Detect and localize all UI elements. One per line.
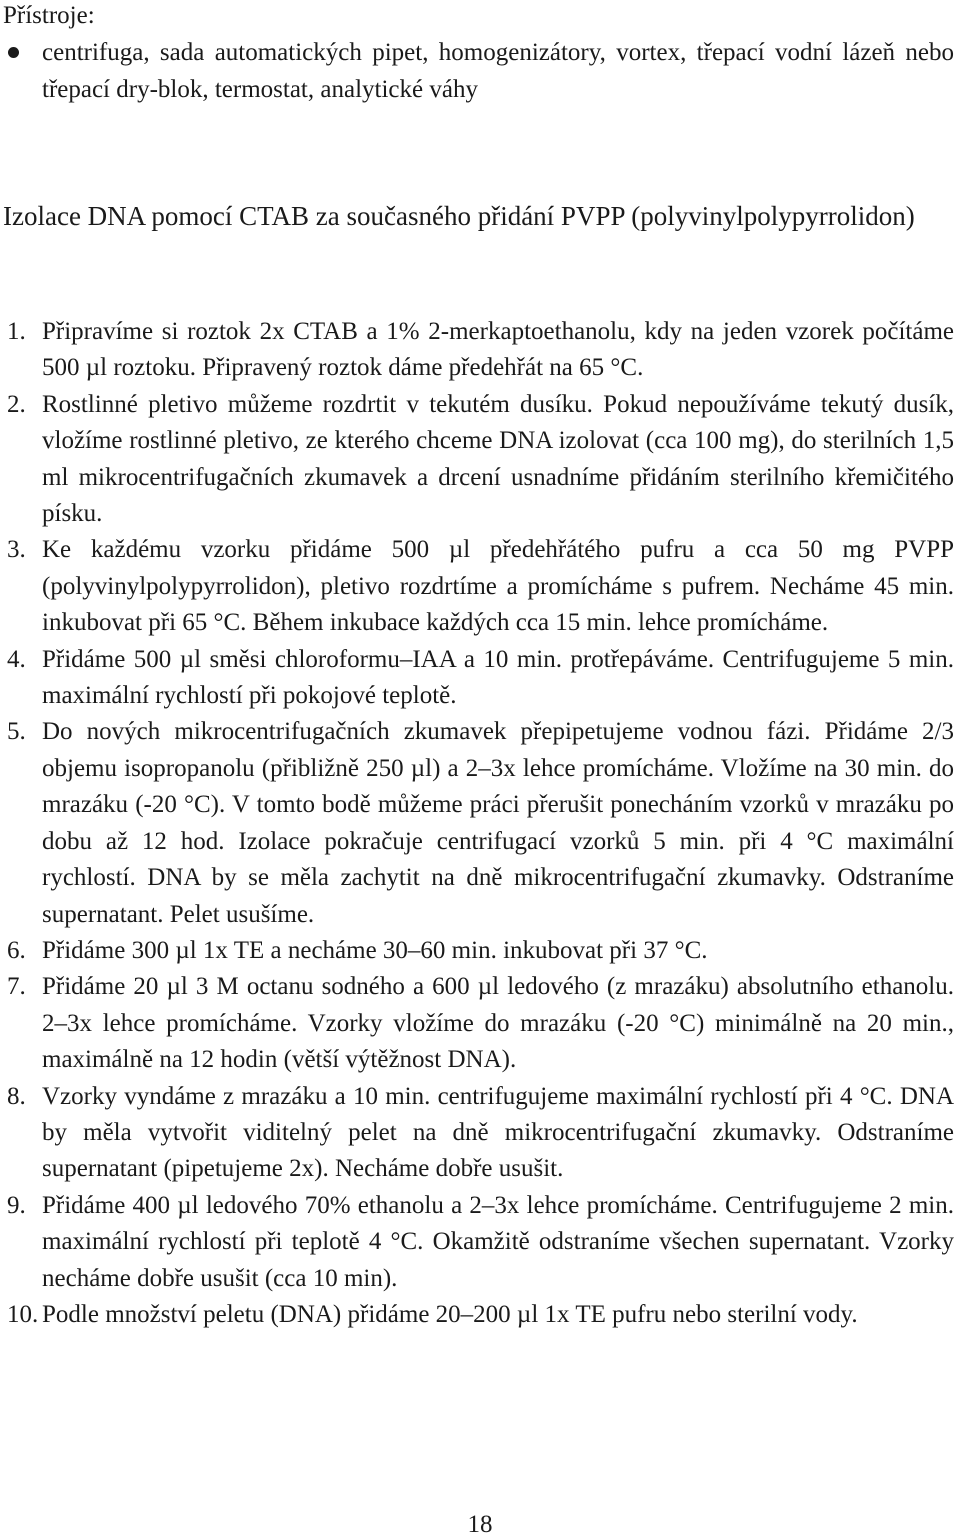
step-text: Vzorky vyndáme z mrazáku a 10 min. centrifugujeme maximální rychlostí při 4 °C. DNA by měla vytvořit viditelný pelet na dně mikrocentrifugační zkumavky. Odstraníme supernatant (pipetujeme 2x). Necháme dobře usušit.: [42, 1082, 954, 1183]
bullet-icon: [8, 47, 19, 58]
step-text: Ke každému vzorku přidáme 500 µl předehřátého pufru a cca 50 mg PVPP (polyvinylpolypyrrolidon), pletivo rozdrtíme a promícháme s pufrem. Necháme 45 min. inkubovat při 65 °C. Během inkubace každých cca 15 min. lehce promícháme.: [42, 536, 954, 637]
step-item: [0, 314, 960, 387]
step-text: Připravíme si roztok 2x CTAB a 1% 2-merkaptoethanolu, kdy na jeden vzorek počítáme 500 µl roztoku. Připravený roztok dáme předehřát na 65 °C.: [42, 318, 954, 382]
procedure-steps: [0, 314, 960, 1333]
step-item: [0, 387, 960, 533]
step-item: [0, 933, 960, 969]
step-number: 5.: [7, 718, 26, 746]
step-text: Podle množství peletu (DNA) přidáme 20–200 µl 1x TE pufru nebo sterilní vody.: [42, 1300, 858, 1328]
step-text: Rostlinné pletivo můžeme rozdrtit v tekutém dusíku. Pokud nepoužíváme tekutý dusík, vložíme rostlinné pletivo, ze kterého chceme DNA izolovat (cca 100 mg), do sterilních 1,5 ml mikrocentrifugačních zkumavek a drcení usnadníme přidáním sterilního křemičitého písku.: [42, 390, 954, 528]
step-number: 9.: [7, 1191, 26, 1219]
step-number: 2.: [7, 390, 26, 418]
step-text: Přidáme 400 µl ledového 70% ethanolu a 2–3x lehce promícháme. Centrifugujeme 2 min. maximální rychlostí při teplotě 4 °C. Okamžitě odstraníme všechen supernatant. Vzorky necháme dobře usušit (cca 10 min).: [42, 1191, 954, 1292]
step-item: [0, 714, 960, 932]
step-text: Do nových mikrocentrifugačních zkumavek přepipetujeme vodnou fázi. Přidáme 2/3 objemu isopropanolu (přibližně 250 µl) a 2–3x lehce promícháme. Vložíme na 30 min. do mrazáku (-20 °C). V tomto bodě můžeme práci přerušit ponecháním vzorků v mrazáku po dobu až 12 hod. Izolace pokračuje centrifugací vzorků 5 min. při 4 °C maximální rychlostí. DNA by se měla zachytit na dně mikrocentrifugační zkumavky. Odstraníme supernatant. Pelet usušíme.: [42, 718, 954, 928]
step-number: 1.: [7, 318, 26, 345]
step-item: [0, 969, 960, 1078]
list-item: [0, 34, 960, 108]
step-item: [0, 1188, 960, 1297]
step-text: Přidáme 300 µl 1x TE a necháme 30–60 min. inkubovat při 37 °C.: [42, 936, 708, 964]
instrument-text: centrifuga, sada automatických pipet, homogenizátory, vortex, třepací vodní lázeň nebo třepací dry-blok, termostat, analytické váhy: [42, 39, 954, 103]
step-number: 6.: [7, 936, 26, 964]
step-item: [0, 1079, 960, 1188]
step-number: 3.: [7, 536, 26, 564]
section-title: Izolace DNA pomocí CTAB za současného přidání PVPP (polyvinylpolypyrrolidon): [3, 201, 915, 231]
step-item: [0, 1297, 960, 1333]
step-item: [0, 642, 960, 715]
step-text: Přidáme 500 µl směsi chloroformu–IAA a 10 min. protřepáváme. Centrifugujeme 5 min. maximální rychlostí při pokojové teplotě.: [42, 645, 954, 710]
step-number: 7.: [7, 973, 26, 1001]
instruments-list: [0, 34, 960, 108]
step-number: 4.: [7, 645, 26, 673]
step-number: 8.: [7, 1082, 26, 1110]
instruments-heading: Přístroje:: [3, 2, 95, 29]
page-number: 18: [467, 1511, 493, 1538]
step-item: [0, 532, 960, 641]
step-number: 10.: [7, 1300, 39, 1328]
step-text: Přidáme 20 µl 3 M octanu sodného a 600 µl ledového (z mrazáku) absolutního ethanolu. 2–3x lehce promícháme. Vzorky vložíme do mrazáku (-20 °C) minimálně na 20 min., maximálně na 12 hodin (větší výtěžnost DNA).: [42, 973, 954, 1074]
